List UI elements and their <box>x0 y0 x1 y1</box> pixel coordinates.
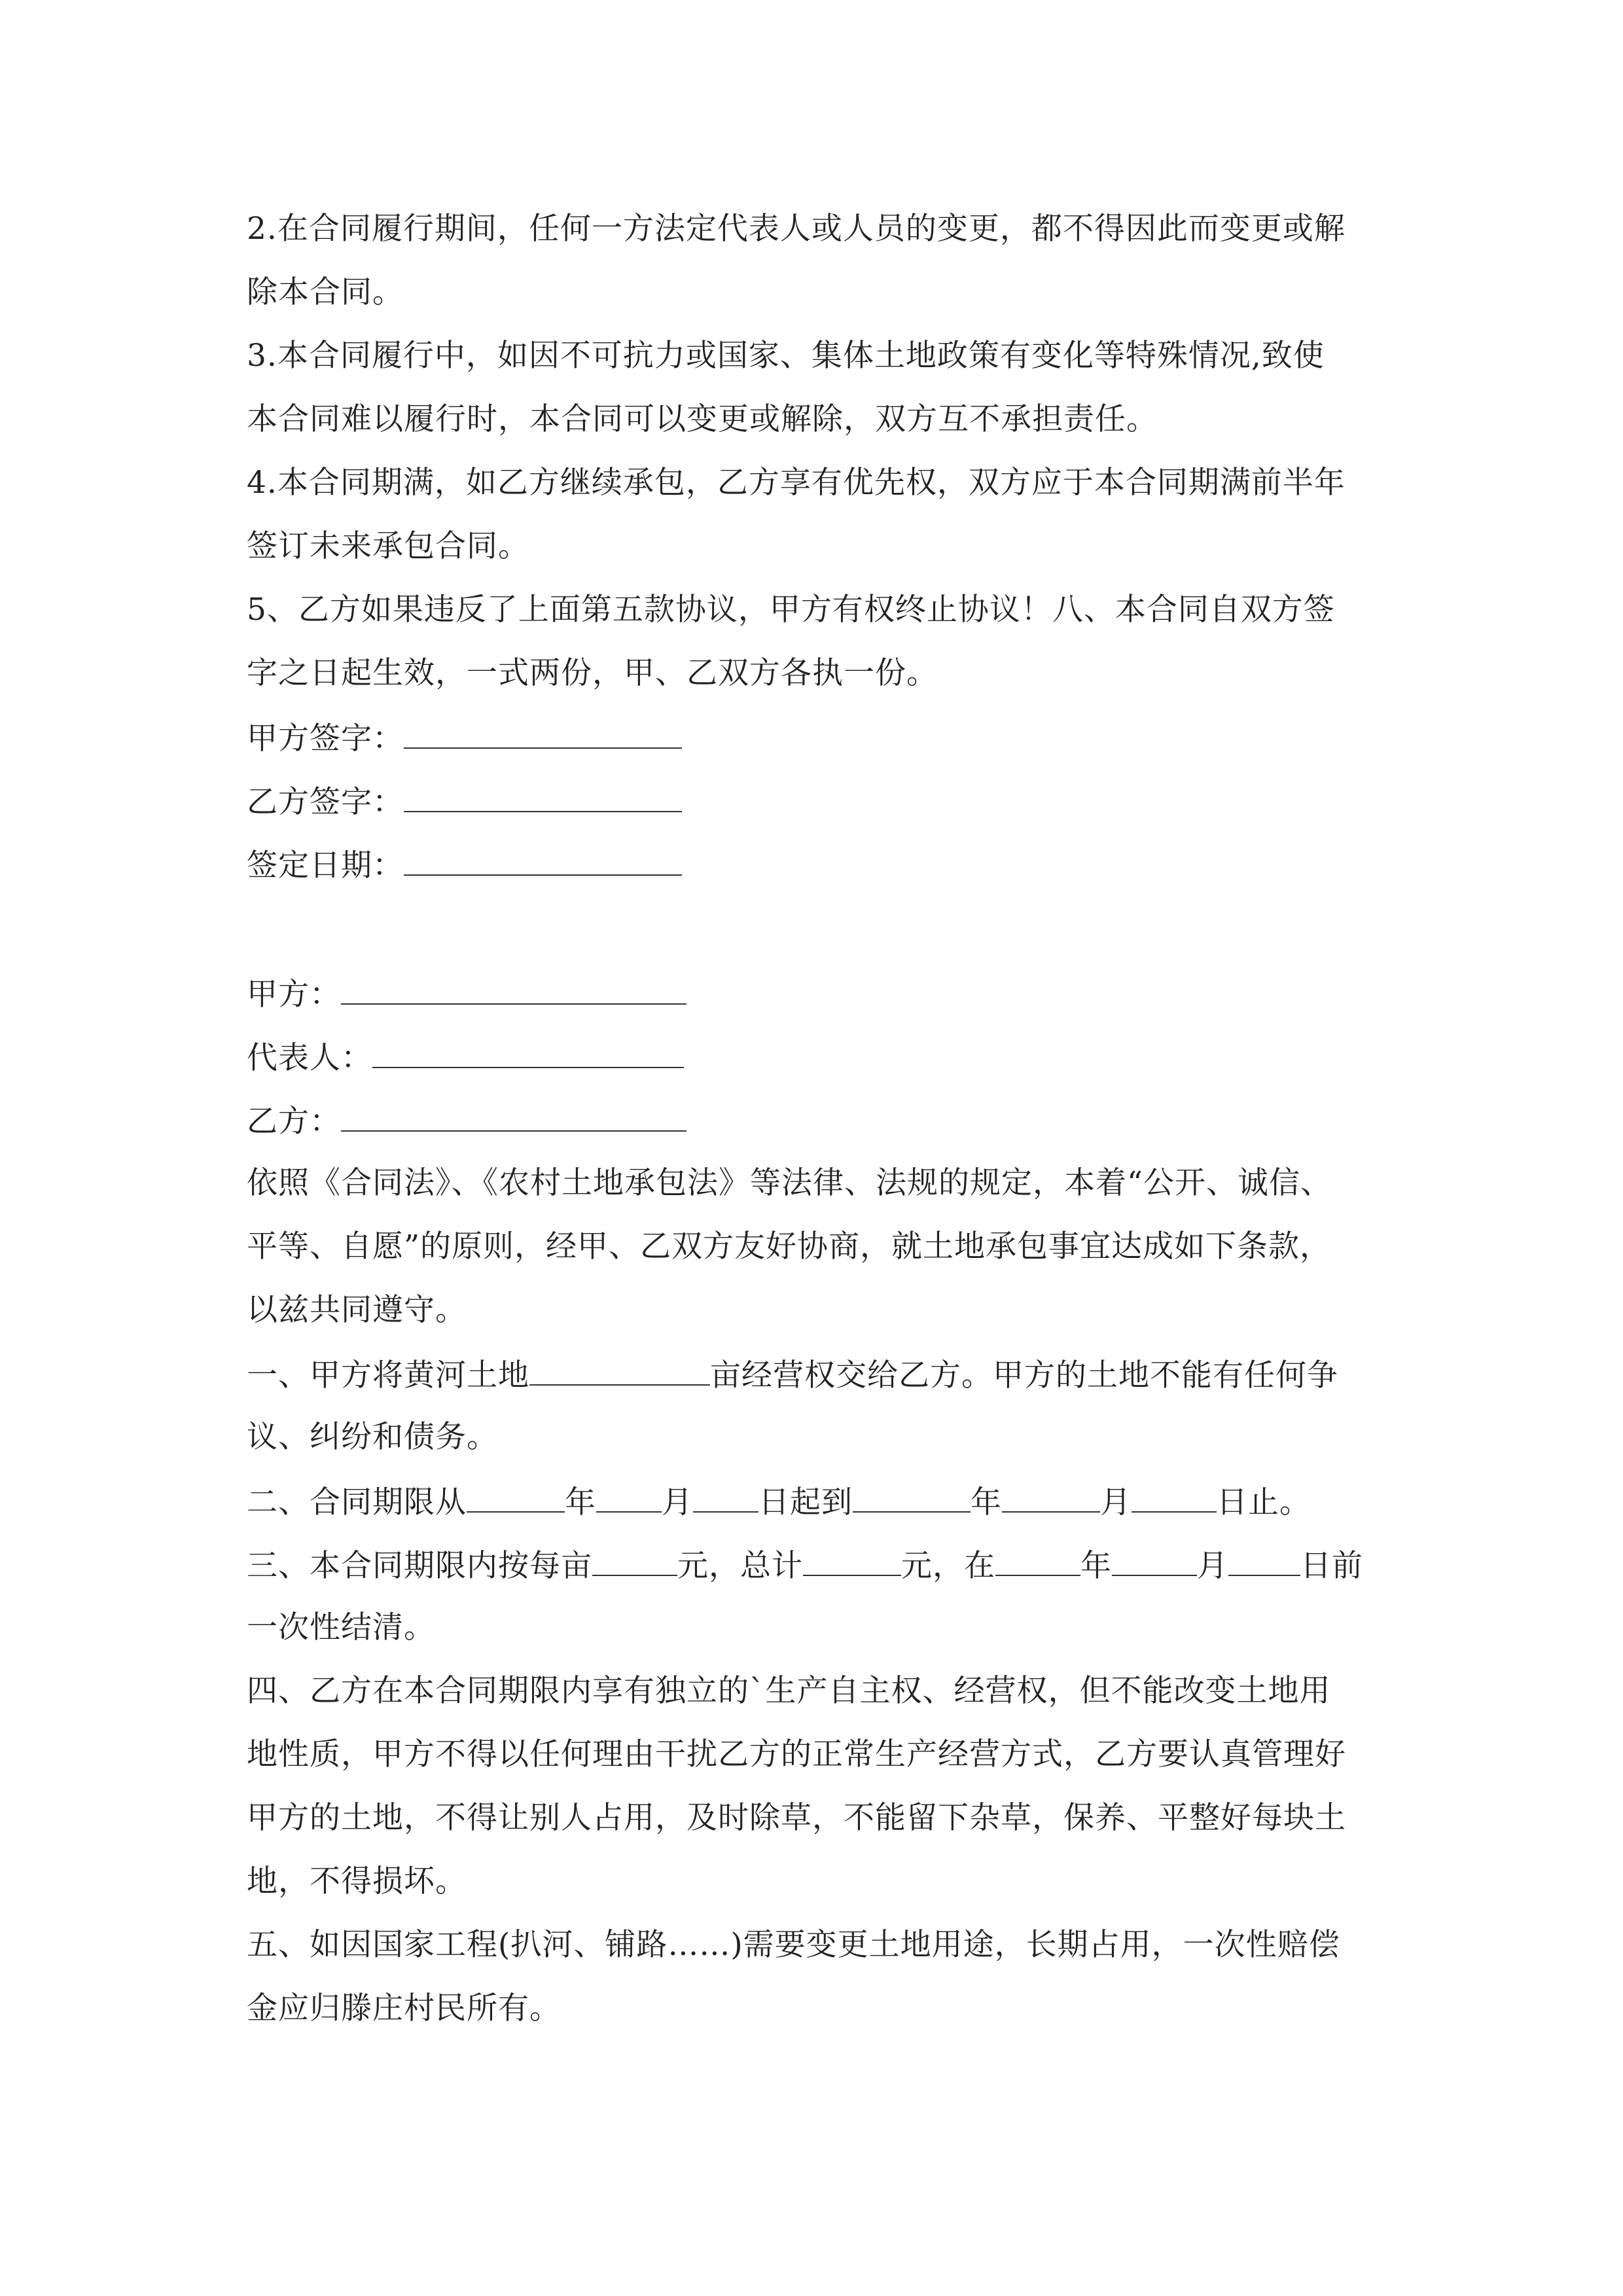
sign-date-field[interactable] <box>404 844 682 876</box>
article-4-line-3: 甲方的土地，不得让别人占用，及时除草，不能留下杂草，保养、平整好每块土 <box>247 1800 1346 1836</box>
representative-field[interactable] <box>372 1037 684 1068</box>
article-1-line-1 <box>247 1354 1338 1393</box>
article-1-text-a: 一、甲方将黄河土地 <box>247 1357 529 1393</box>
article-2-end-year-label: 年 <box>971 1484 1002 1520</box>
article-4-line-1: 四、乙方在本合同期限内享有独立的`生产自主权、经营权，但不能改变土地用 <box>247 1673 1331 1709</box>
end-month-field[interactable] <box>1002 1481 1100 1513</box>
representative-label: 代表人： <box>247 1040 372 1076</box>
article-3-month-label: 月 <box>1197 1548 1228 1584</box>
article-3-line-2: 一次性结清。 <box>247 1609 435 1645</box>
article-2-year-label: 年 <box>565 1484 596 1520</box>
start-year-field[interactable] <box>467 1481 565 1513</box>
article-2-text-d: 日起到 <box>758 1484 853 1520</box>
pay-day-field[interactable] <box>1228 1545 1300 1576</box>
party-a-field[interactable] <box>341 973 687 1005</box>
article-5-line-1: 五、如因国家工程(扒河、铺路……)需要变更土地用途，长期占用，一次性赔偿 <box>247 1927 1340 1963</box>
party-b-field[interactable] <box>341 1100 687 1132</box>
article-1-line-2: 议、纠纷和债务。 <box>247 1419 498 1455</box>
party-b-signature-label: 乙方签字： <box>247 784 404 820</box>
party-a-signature-row <box>247 717 682 757</box>
article-3-line-1 <box>247 1545 1363 1584</box>
article-3-year-label: 年 <box>1080 1548 1112 1584</box>
preamble-line-2: 平等、自愿”的原则，经甲、乙双方友好协商，就土地承包事宜达成如下条款， <box>247 1229 1332 1265</box>
preamble-line-3: 以兹共同遵守。 <box>247 1292 467 1328</box>
start-day-field[interactable] <box>693 1481 758 1513</box>
party-a-row <box>247 973 687 1013</box>
clause-3-line-1: 3.本合同履行中，如因不可抗力或国家、集体土地政策有变化等特殊情况,致使 <box>247 338 1325 374</box>
article-3-text-a: 三、本合同期限内按每亩 <box>247 1548 592 1584</box>
start-month-field[interactable] <box>596 1481 662 1513</box>
party-b-label: 乙方： <box>247 1103 341 1139</box>
price-per-mu-field[interactable] <box>592 1545 677 1576</box>
article-2-month-label: 月 <box>662 1484 693 1520</box>
article-5-line-2: 金应归滕庄村民所有。 <box>247 1990 561 2026</box>
party-a-label: 甲方： <box>247 977 341 1013</box>
clause-4-line-2: 签订未来承包合同。 <box>247 528 529 564</box>
pay-year-field[interactable] <box>995 1545 1080 1576</box>
sign-date-row <box>247 844 682 884</box>
article-4-line-2: 地性质，甲方不得以任何理由干扰乙方的正常生产经营方式，乙方要认真管理好 <box>247 1736 1346 1772</box>
clause-3-line-2: 本合同难以履行时，本合同可以变更或解除，双方互不承担责任。 <box>247 401 1158 437</box>
clause-5-line-2: 字之日起生效，一式两份，甲、乙双方各执一份。 <box>247 655 938 691</box>
party-b-signature-field[interactable] <box>404 781 682 812</box>
clause-2-line-1: 2.在合同履行期间，任何一方法定代表人或人员的变更，都不得因此而变更或解 <box>247 211 1346 247</box>
party-a-signature-field[interactable] <box>404 717 682 749</box>
sign-date-label: 签定日期： <box>247 848 404 884</box>
end-day-field[interactable] <box>1132 1481 1217 1513</box>
party-b-signature-row <box>247 781 682 820</box>
article-2-text-a: 二、合同期限从 <box>247 1484 467 1520</box>
article-3-text-c: 元，在 <box>901 1548 995 1584</box>
end-year-field[interactable] <box>853 1481 971 1513</box>
article-2-line <box>247 1481 1311 1520</box>
article-3-text-b: 元，总计 <box>677 1548 803 1584</box>
preamble-line-1: 依照《合同法》、《农村土地承包法》等法律、法规的规定，本着“公开、诚信、 <box>247 1165 1332 1201</box>
representative-row <box>247 1037 684 1076</box>
article-1-text-b: 亩经营权交给乙方。甲方的土地不能有任何争 <box>710 1357 1338 1393</box>
article-3-text-f: 日前 <box>1300 1548 1363 1584</box>
pay-month-field[interactable] <box>1112 1545 1197 1576</box>
clause-4-line-1: 4.本合同期满，如乙方继续承包，乙方享有优先权，双方应于本合同期满前半年 <box>247 465 1346 501</box>
article-2-end-month-label: 月 <box>1100 1484 1132 1520</box>
party-a-signature-label: 甲方签字： <box>247 721 404 757</box>
article-4-line-4: 地，不得损坏。 <box>247 1863 467 1899</box>
land-area-field[interactable] <box>529 1354 710 1386</box>
clause-5-line-1: 5、乙方如果违反了上面第五款协议，甲方有权终止协议！八、本合同自双方签 <box>247 592 1335 628</box>
total-amount-field[interactable] <box>803 1545 901 1576</box>
article-2-text-g: 日止。 <box>1217 1484 1311 1520</box>
clause-2-line-2: 除本合同。 <box>247 274 404 310</box>
party-b-row <box>247 1100 687 1139</box>
